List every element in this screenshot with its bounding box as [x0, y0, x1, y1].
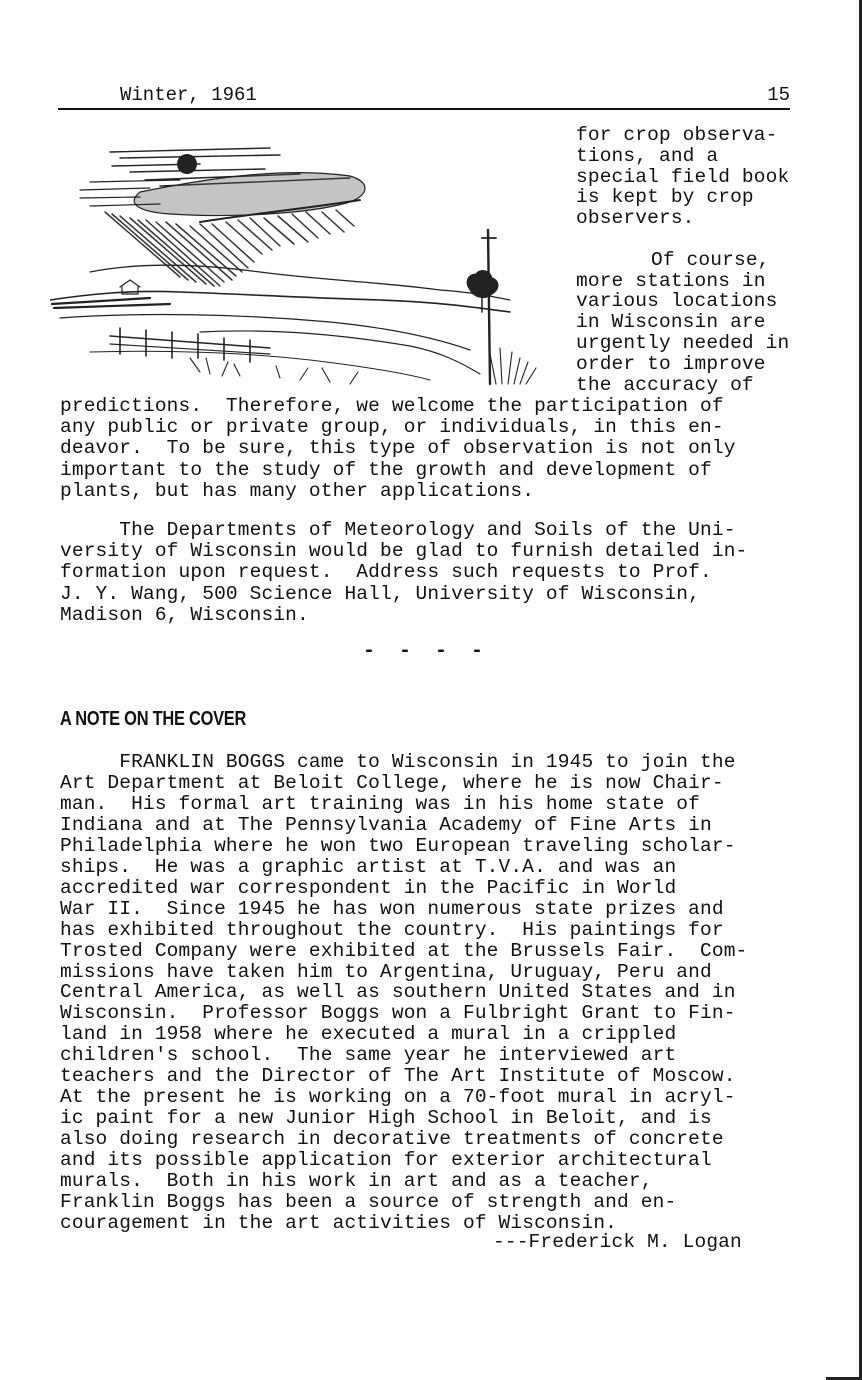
text-line: land in 1958 where he executed a mural in a crippled — [60, 1023, 677, 1046]
text-line: tions, and a — [576, 144, 719, 167]
text-line: children's school. The same year he interviewed art — [60, 1044, 677, 1067]
text-line: missions have taken him to Argentina, Uruguay, Peru and — [60, 960, 712, 983]
issue-date: Winter, 1961 — [120, 84, 257, 106]
page-number: 15 — [767, 84, 790, 106]
text-line: Of course, — [651, 248, 770, 271]
text-line: has exhibited throughout the country. His paintings for — [60, 918, 724, 941]
text-line: predictions. Therefore, we welcome the participation of — [60, 395, 724, 417]
note-signature: ---Frederick M. Logan — [493, 1231, 742, 1253]
text-line: Indiana and at The Pennsylvania Academy of Fine Arts in — [60, 813, 712, 836]
text-line: Madison 6, Wisconsin. — [60, 603, 309, 626]
text-line: Wisconsin. Professor Boggs won a Fulbright Grant to Fin- — [60, 1002, 736, 1025]
text-line: in Wisconsin are — [576, 311, 766, 334]
text-line: special field book — [576, 165, 790, 188]
text-line: also doing research in decorative treatments of concrete — [60, 1128, 724, 1151]
text-line: Art Department at Beloit College, where he is now Chair- — [60, 771, 724, 794]
text-line: versity of Wisconsin would be glad to furnish detailed in- — [60, 540, 748, 563]
text-line: the accuracy of — [576, 373, 754, 396]
text-line: Philadelphia where he won two European traveling scholar- — [60, 834, 736, 857]
landscape-rain-illustration — [50, 122, 552, 400]
text-line: deavor. To be sure, this type of observation is not only — [60, 437, 736, 460]
text-line: murals. Both in his work in art and as a teacher, — [60, 1170, 653, 1192]
text-line: urgently needed in — [576, 332, 790, 354]
section-separator: - - - - — [363, 640, 490, 663]
text-line: Franklin Boggs has been a source of strength and en- — [60, 1190, 677, 1213]
text-line: teachers and the Director of The Art Institute of Moscow. — [60, 1065, 736, 1088]
text-line: observers. — [576, 207, 695, 230]
text-line: The Departments of Meteorology and Soils of the Uni- — [60, 519, 736, 541]
text-line: for crop observa- — [576, 124, 778, 146]
text-line: couragement in the art activities of Wisconsin. — [60, 1211, 618, 1234]
text-line: plants, but has many other applications. — [60, 479, 535, 502]
text-line: At the present he is working on a 70-foot mural in acryl- — [60, 1086, 736, 1109]
text-line: Central America, as well as southern United States and in — [60, 981, 736, 1004]
text-line: order to improve — [576, 352, 766, 375]
text-line: FRANKLIN BOGGS came to Wisconsin in 1945 to join the — [60, 751, 736, 773]
text-line: accredited war correspondent in the Pacific in World — [60, 876, 677, 899]
text-line: and its possible application for exterior architectural — [60, 1149, 712, 1172]
text-line: ic paint for a new Junior High School in Beloit, and is — [60, 1107, 712, 1130]
text-line: Trosted Company were exhibited at the Brussels Fair. Com- — [60, 939, 748, 962]
text-line: J. Y. Wang, 500 Science Hall, University of Wisconsin, — [60, 582, 701, 605]
text-line: formation upon request. Address such requests to Prof. — [60, 561, 712, 584]
text-line: War II. Since 1945 he has won numerous state prizes and — [60, 897, 724, 920]
text-line: man. His formal art training was in his home state of — [60, 792, 701, 815]
text-line: important to the study of the growth and development of — [60, 458, 712, 481]
text-line: is kept by crop — [576, 186, 754, 209]
text-line: various locations — [576, 290, 778, 313]
text-line: ships. He was a graphic artist at T.V.A. and was an — [60, 855, 677, 878]
page-header — [58, 84, 790, 110]
note-title: A NOTE ON THE COVER — [60, 708, 247, 730]
text-line: any public or private group, or individuals, in this en- — [60, 416, 724, 439]
text-line: more stations in — [576, 269, 766, 292]
